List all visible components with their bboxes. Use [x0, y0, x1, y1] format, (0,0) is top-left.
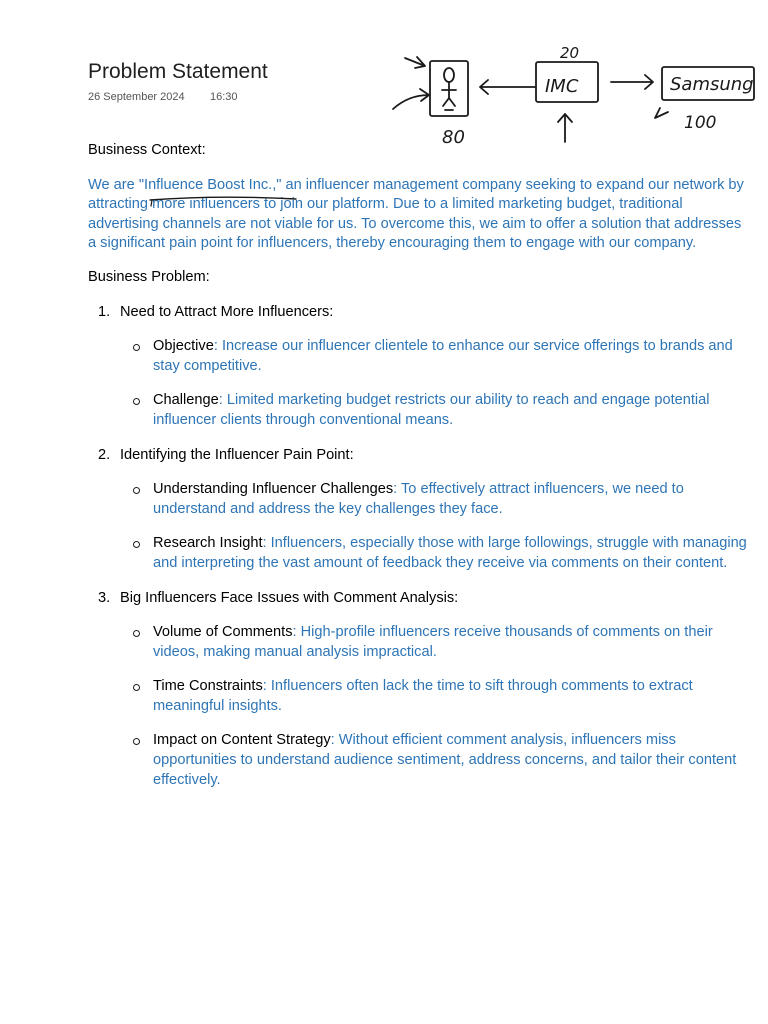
circle-bullet-icon — [133, 487, 140, 494]
sub-point-text: : Without efficient comment analysis, influencers miss opportunities to understand audience sentiment, address concerns, and tailor their content effectively. — [153, 732, 737, 788]
label-100: 100 — [684, 113, 717, 133]
arrow-imc-to-influencer-icon — [480, 80, 535, 94]
business-context-label: Business Context: — [88, 142, 206, 158]
circle-bullet-icon — [133, 630, 140, 637]
sub-point-term: Research Insight — [153, 535, 263, 552]
document-body — [88, 141, 748, 805]
problem-title: Big Influencers Face Issues with Comment Analysis: — [120, 589, 459, 606]
circle-bullet-icon — [133, 344, 140, 351]
sub-point — [120, 534, 748, 573]
arrow-imc-to-samsung-icon — [611, 75, 653, 89]
sub-point-term: Time Constraints — [153, 678, 263, 695]
circle-bullet-icon — [133, 684, 140, 691]
label-20: 20 — [560, 44, 580, 62]
business-context-paragraph — [88, 176, 748, 254]
sub-point-text: : To effectively attract influencers, we need to understand and address the key challenges they face. — [153, 481, 684, 517]
sub-point-term: Understanding Influencer Challenges — [153, 481, 394, 498]
label-80: 80 — [442, 127, 465, 148]
problem-title: Need to Attract More Influencers: — [120, 303, 334, 320]
sub-point-term: Impact on Content Strategy — [153, 732, 331, 749]
arrow-in-left-icon — [393, 89, 429, 109]
influencer-figure-icon — [442, 68, 456, 110]
arrow-up-to-imc-icon — [558, 114, 572, 142]
business-context-text: an influencer management company seeking to expand our network by attracting more influencers to join our platform. Due to a limited marketing budget, traditional advertising channels are not viable for us. To overcome this, we aim to offer a solution that addresses a significant pain point for influencers, thereby encouraging them to engage with our company. — [88, 176, 744, 252]
sub-point-text: : High-profile influencers receive thousands of comments on their videos, making manual analysis impractical. — [153, 624, 713, 660]
sub-point — [120, 731, 748, 790]
problem-number: 1. — [98, 303, 111, 320]
circle-bullet-icon — [133, 398, 140, 405]
page-title: Problem Statement — [88, 60, 268, 83]
sub-point — [120, 391, 748, 430]
sub-point-text: : Limited marketing budget restricts our ability to reach and engage potential influencer clients through conventional means. — [153, 392, 710, 428]
problem-title: Identifying the Influencer Pain Point: — [120, 446, 354, 463]
problem-item — [88, 446, 748, 574]
business-problem-label: Business Problem: — [88, 268, 210, 285]
sub-point — [120, 337, 748, 376]
sub-point-term: Objective — [153, 338, 214, 355]
sub-point-text: : Influencers often lack the time to sift through comments to extract meaningful insights. — [153, 678, 693, 714]
sub-point-term: Challenge — [153, 392, 219, 409]
sub-point-term: Volume of Comments — [153, 624, 293, 641]
circle-bullet-icon — [133, 541, 140, 548]
page-date: 26 September 2024 — [88, 91, 185, 103]
sub-point-text: : Increase our influencer clientele to enhance our service offerings to brands and stay competitive. — [153, 338, 733, 374]
page-time: 16:30 — [210, 91, 238, 103]
business-context-lead: We are " — [88, 176, 145, 193]
arrow-in-top-icon — [405, 57, 425, 68]
handwritten-sketch — [385, 40, 765, 155]
problem-item — [88, 303, 748, 431]
problem-number: 2. — [98, 446, 111, 463]
circle-bullet-icon — [133, 738, 140, 745]
label-samsung: Samsung — [670, 74, 754, 95]
label-imc: IMC — [545, 76, 579, 97]
sub-point-text: : Influencers, especially those with large followings, struggle with managing and interpreting the vast amount of feedback they receive via comments on their content. — [153, 535, 747, 571]
sub-point-list — [120, 337, 748, 430]
sub-point — [120, 480, 748, 519]
problem-item — [88, 589, 748, 791]
sub-point-list — [120, 480, 748, 573]
problem-list — [88, 303, 748, 791]
sub-point — [120, 623, 748, 662]
arrow-small-icon — [655, 108, 668, 118]
company-name: Influence Boost Inc.," — [144, 176, 282, 193]
sub-point-list — [120, 623, 748, 790]
problem-number: 3. — [98, 589, 111, 606]
sub-point — [120, 677, 748, 716]
